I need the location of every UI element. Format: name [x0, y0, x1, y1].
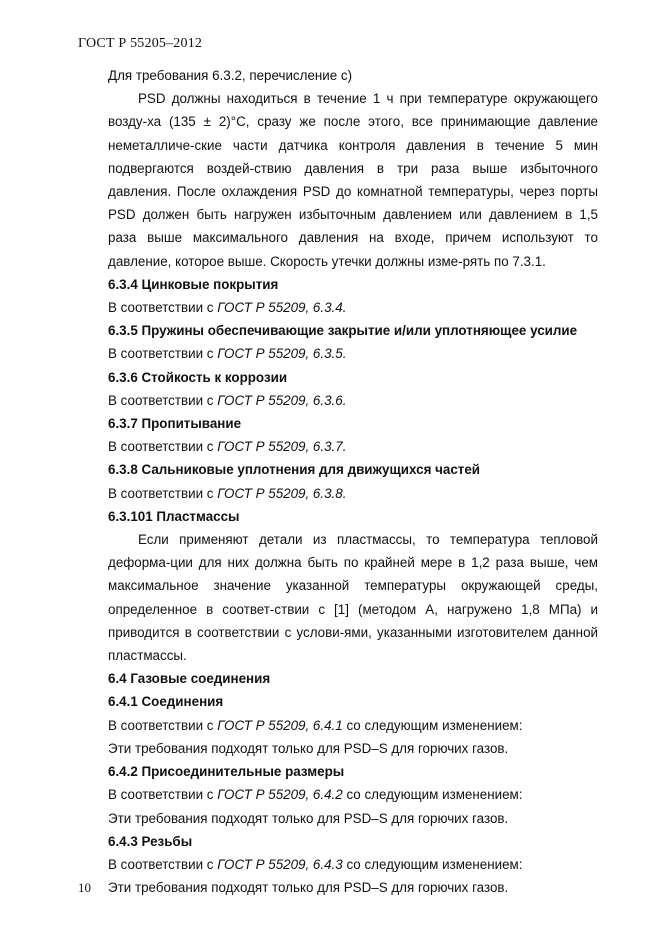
section-text — [108, 296, 598, 319]
section-heading: 6.3.5 Пружины обеспечивающие закрытие и/или уплотняющее усилие — [108, 323, 578, 339]
section-text-prefix: В соответствии с — [108, 300, 218, 316]
section-text-prefix: В соответствии с — [108, 392, 218, 408]
section-text — [108, 482, 598, 505]
subsection-note: Эти требования подходят только для PSD–S для горючих газов. — [108, 810, 509, 826]
section-heading: 6.3.6 Стойкость к коррозии — [108, 369, 288, 385]
standard-reference: ГОСТ Р 55209, 6.3.8. — [217, 485, 347, 501]
section-text — [108, 435, 598, 458]
intro-paragraph: PSD должны находиться в течение 1 ч при температуре окружающего возду-ха (135 ± 2)°С, сразу же после этого, все принимающие давление неметалличе-ские части датчика контроля давления в течение 5 мин подвергаются воздей-ствию давления в три раза выше избыточного давления. После охлаждения PSD до комнатной температуры, через порты PSD должен быть нагружен избыточным давлением или давлением в 1,5 раза выше максимального давления на входе, причем используют то давление, которое выше. Скорость утечки должны изме-рять по 7.3.1. — [108, 91, 598, 269]
subsection-note: Эти требования подходят только для PSD–S для горючих газов. — [108, 740, 509, 756]
standard-reference: ГОСТ Р 55209, 6.3.6. — [217, 392, 347, 408]
subsection-note: Эти требования подходят только для PSD–S для горючих газов. — [108, 880, 509, 896]
standard-reference: ГОСТ Р 55209, 6.4.1 — [217, 717, 343, 733]
standard-reference: ГОСТ Р 55209, 6.4.2 — [217, 787, 343, 803]
section-heading: 6.3.7 Пропитывание — [108, 416, 242, 432]
standard-reference: ГОСТ Р 55209, 6.3.7. — [217, 439, 347, 455]
plastics-heading: 6.3.101 Пластмассы — [108, 508, 240, 524]
intro-line: Для требования 6.3.2, перечисление с) — [108, 68, 353, 83]
section-text — [108, 342, 598, 365]
plastics-paragraph: Если применяют детали из пластмассы, то температура тепловой деформа-ции для них должна быть по крайней мере в 1,2 раза выше, чем максимальное значение указанной температуры окружающей среды, определенное в соответ-ствии с [1] (методом А, нагружено 1,8 МПа) и приводится в соответствии с услови-ями, указанными изготовителем данной пластмассы. — [108, 532, 598, 664]
standard-reference: ГОСТ Р 55209, 6.4.3 — [217, 856, 343, 872]
page-number: 10 — [78, 880, 91, 895]
subsection-text — [108, 783, 598, 806]
section-heading: 6.3.4 Цинковые покрытия — [108, 276, 279, 292]
subsection-text — [108, 853, 598, 876]
subsection-text-suffix: со следующим изменением: — [342, 856, 523, 872]
subsection-text-prefix: В соответствии с — [108, 787, 218, 803]
subsection-text-prefix: В соответствии с — [108, 856, 218, 872]
subsection-heading: 6.4.2 Присоединительные размеры — [108, 764, 345, 780]
section-text-prefix: В соответствии с — [108, 346, 218, 362]
document-body — [108, 64, 598, 899]
section-text-prefix: В соответствии с — [108, 485, 218, 501]
standard-reference: ГОСТ Р 55209, 6.3.5. — [217, 346, 347, 362]
subsection-heading: 6.4.1 Соединения — [108, 694, 224, 710]
subsection-text-suffix: со следующим изменением: — [342, 717, 523, 733]
subsection-heading: 6.4.3 Резьбы — [108, 833, 193, 849]
subsection-text-suffix: со следующим изменением: — [342, 787, 523, 803]
subsection-text-prefix: В соответствии с — [108, 717, 218, 733]
standard-reference: ГОСТ Р 55209, 6.3.4. — [217, 300, 347, 316]
section-heading: 6.3.8 Сальниковые уплотнения для движущихся частей — [108, 462, 481, 478]
document-header: ГОСТ Р 55205–2012 — [78, 36, 203, 51]
section-text — [108, 389, 598, 412]
section-text-prefix: В соответствии с — [108, 439, 218, 455]
gas-connections-heading: 6.4 Газовые соединения — [108, 671, 271, 687]
subsection-text — [108, 714, 598, 737]
